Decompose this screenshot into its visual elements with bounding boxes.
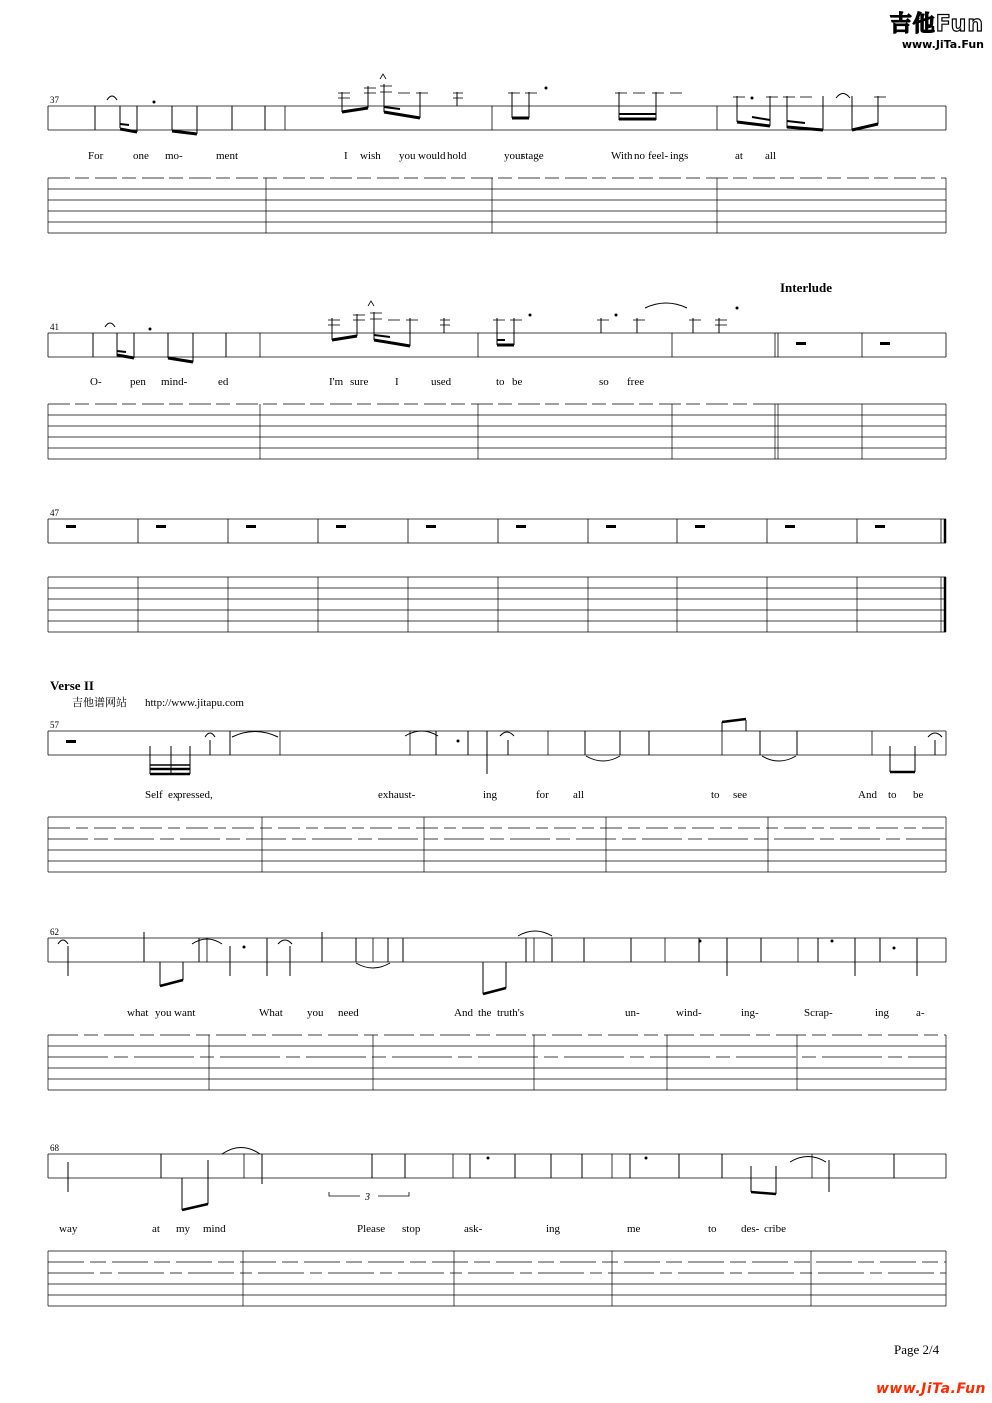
lyric: be <box>512 376 523 388</box>
lyric: mind <box>203 1223 226 1235</box>
lyric: stage <box>521 150 544 162</box>
section-label: Interlude <box>780 280 832 295</box>
lyric: With <box>611 150 633 162</box>
lyric: pen <box>130 376 146 388</box>
lyric: des- <box>741 1223 760 1235</box>
lyric: pressed, <box>177 789 213 801</box>
section-label: Verse II <box>50 678 94 693</box>
measure-number: 37 <box>50 95 59 105</box>
lyric: no <box>634 150 645 162</box>
lyrics-row <box>127 1007 925 1019</box>
lyrics-row <box>59 1223 786 1235</box>
lyric: mo- <box>165 150 183 162</box>
measure-number: 47 <box>50 508 59 518</box>
lyric: ing <box>546 1223 561 1235</box>
lyric: ask- <box>464 1223 483 1235</box>
lyric: to <box>711 789 720 801</box>
tuplet-bracket <box>329 1192 409 1203</box>
lyric: For <box>88 150 104 162</box>
lyric: at <box>152 1223 160 1235</box>
lyric: used <box>431 376 452 388</box>
lyric: ing- <box>741 1007 759 1019</box>
lyric: ing <box>483 789 498 801</box>
lyric: see <box>733 789 748 801</box>
lyric: would <box>418 150 446 162</box>
lyric: stop <box>402 1223 421 1235</box>
lyric: be <box>913 789 924 801</box>
lyric: a- <box>916 1007 925 1019</box>
lyric: to <box>888 789 897 801</box>
measure-number: 57 <box>50 720 59 730</box>
lyric: I <box>344 150 348 162</box>
measure-number: 68 <box>50 1143 59 1153</box>
system-41 <box>48 280 946 459</box>
lyric: I <box>395 376 399 388</box>
lyric: to <box>496 376 505 388</box>
measure-number: 41 <box>50 322 59 332</box>
credit-url: http://www.jitapu.com <box>145 697 244 709</box>
lyric: way <box>59 1223 78 1235</box>
lyric: so <box>599 376 609 388</box>
lyric: And <box>858 789 877 801</box>
lyric: wind- <box>676 1007 702 1019</box>
lyric: exhaust- <box>378 789 416 801</box>
lyric: feel- <box>648 150 669 162</box>
lyric: ex <box>168 789 179 801</box>
lyric: at <box>735 150 743 162</box>
lyric: And <box>454 1007 473 1019</box>
lyric: me <box>627 1223 641 1235</box>
lyric: ing <box>875 1007 890 1019</box>
page-number: Page 2/4 <box>894 1342 940 1357</box>
system-68 <box>48 1143 946 1306</box>
lyric: mind- <box>161 376 188 388</box>
lyric: one <box>133 150 149 162</box>
lyric: free <box>627 376 645 388</box>
lyric: for <box>536 789 549 801</box>
lyric: truth's <box>497 1007 525 1019</box>
system-62 <box>48 927 946 1090</box>
lyric: need <box>338 1007 359 1019</box>
lyric: Scrap- <box>804 1007 833 1019</box>
lyric: hold <box>447 150 467 162</box>
lyrics-row <box>145 789 924 801</box>
lyric: Self <box>145 789 163 801</box>
lyric: What <box>259 1007 283 1019</box>
lyric: sure <box>350 376 369 388</box>
system-47 <box>48 508 946 632</box>
system-57 <box>48 678 946 872</box>
lyric: I'm <box>329 376 344 388</box>
lyric: all <box>765 150 776 162</box>
lyric: what <box>127 1007 149 1019</box>
lyric: cribe <box>764 1223 786 1235</box>
measure-number: 62 <box>50 927 59 937</box>
lyric: O- <box>90 376 102 388</box>
lyric: all <box>573 789 584 801</box>
footer-site-url: www.JiTa.Fun <box>875 1381 986 1397</box>
lyric: your <box>504 150 525 162</box>
credit-site-name: 吉他谱网站 <box>72 696 127 709</box>
lyric: Please <box>357 1223 386 1235</box>
logo-text: 吉他Fun <box>889 12 984 37</box>
lyric: ment <box>216 150 238 162</box>
lyric: you <box>307 1007 324 1019</box>
lyrics-row <box>90 376 644 388</box>
tuplet-number: 3 <box>365 1192 370 1203</box>
lyric: want <box>174 1007 196 1019</box>
lyric: you <box>155 1007 172 1019</box>
lyric: un- <box>625 1007 640 1019</box>
lyric: you <box>399 150 416 162</box>
lyric: the <box>478 1007 492 1019</box>
lyrics-row <box>88 150 776 162</box>
lyric: wish <box>360 150 381 162</box>
lyric: my <box>176 1223 191 1235</box>
lyric: ings <box>670 150 689 162</box>
system-37 <box>48 74 946 233</box>
lyric: ed <box>218 376 229 388</box>
lyric: to <box>708 1223 717 1235</box>
logo-url: www.JiTa.Fun <box>901 38 984 51</box>
